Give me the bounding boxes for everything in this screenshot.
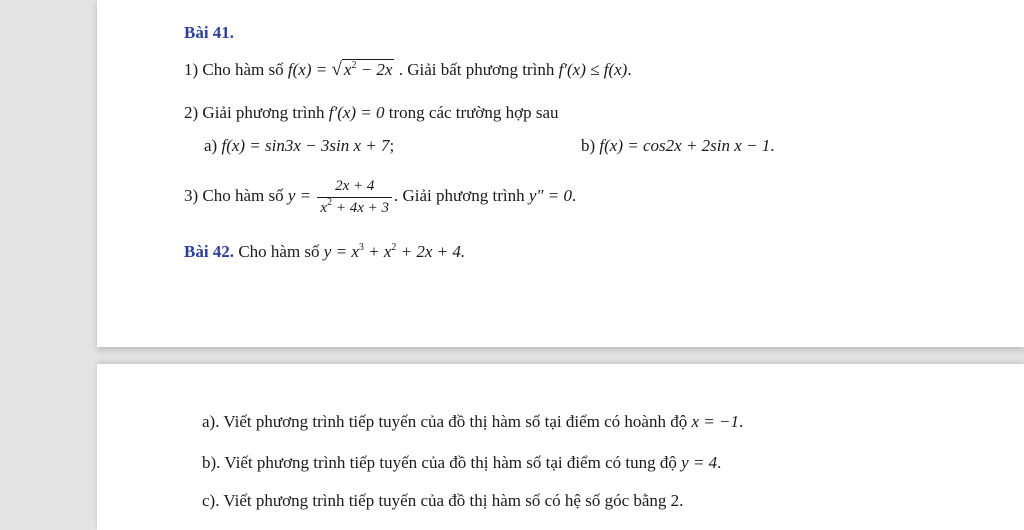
bai42-line bbox=[184, 242, 465, 262]
q1-inequality: f′(x) ≤ f(x) bbox=[558, 60, 628, 79]
bai41-heading: Bài 41. bbox=[184, 23, 235, 42]
bai42-item-b: b). Viết phương trình tiếp tuyến của đồ thị hàm số tại điểm có tung độ y = 4. bbox=[202, 453, 722, 472]
q3-equation: y″ = 0 bbox=[528, 186, 572, 205]
q3-denominator: $x^2 + 4x + 3$ bbox=[320, 196, 389, 216]
q3-numerator: 2x + 4 bbox=[317, 177, 392, 198]
q2a-label: a) bbox=[204, 136, 218, 155]
q3-middle: . Giải phương trình bbox=[394, 186, 525, 205]
q2-suffix: trong các trường hợp sau bbox=[388, 103, 559, 122]
q2a-line: a) f(x) = sin3x − 3sin x + 7; bbox=[204, 136, 395, 155]
q3-line: 3) Cho hàm số y = $\frac{2x + 4}{x^2 + 4x + 3}$ . Giải phương trình y″ = 0. bbox=[184, 177, 577, 216]
q2b-line: b) f(x) = cos2x + 2sin x − 1. bbox=[581, 136, 775, 155]
q3-prefix: 3) Cho hàm số bbox=[184, 186, 284, 205]
bai42-heading: Bài 42. bbox=[184, 242, 235, 261]
q2-prefix: 2) Giải phương trình bbox=[184, 103, 325, 122]
q1-formula-lhs: f(x) = bbox=[287, 60, 328, 79]
q2b-formula: f(x) = cos2x + 2sin x − 1 bbox=[599, 136, 771, 155]
bai42-prefix: Cho hàm số bbox=[238, 242, 320, 261]
q2a-formula: f(x) = sin3x − 3sin x + 7 bbox=[221, 136, 390, 155]
q2b-label: b) bbox=[581, 136, 596, 155]
q3-fraction bbox=[317, 177, 392, 218]
q1-prefix: 1) Cho hàm số bbox=[184, 60, 284, 79]
q1-sqrt: √ $x^2 - 2x$ bbox=[331, 59, 393, 80]
bai42-formula: $y = x^3 + x^2 + 2x + 4$. bbox=[323, 242, 466, 261]
q1-line: 1) Cho hàm số f(x) = √ $x^2 - 2x$ . Giải bất phương trình f′(x) ≤ f(x). bbox=[184, 59, 632, 80]
page-bottom bbox=[97, 364, 1024, 530]
q2-line bbox=[184, 103, 559, 123]
bai42-item-a: a). Viết phương trình tiếp tuyến của đồ thị hàm số tại điểm có hoành độ x = −1. bbox=[202, 412, 744, 431]
bai42-item-c: c). Viết phương trình tiếp tuyến của đồ thị hàm số có hệ số góc bằng 2. bbox=[202, 491, 684, 510]
q1-middle: . Giải bất phương trình bbox=[398, 60, 555, 79]
page-top bbox=[97, 0, 1024, 347]
q3-y-eq: y = bbox=[287, 186, 312, 205]
q2-equation: f′(x) = 0 bbox=[328, 103, 385, 122]
